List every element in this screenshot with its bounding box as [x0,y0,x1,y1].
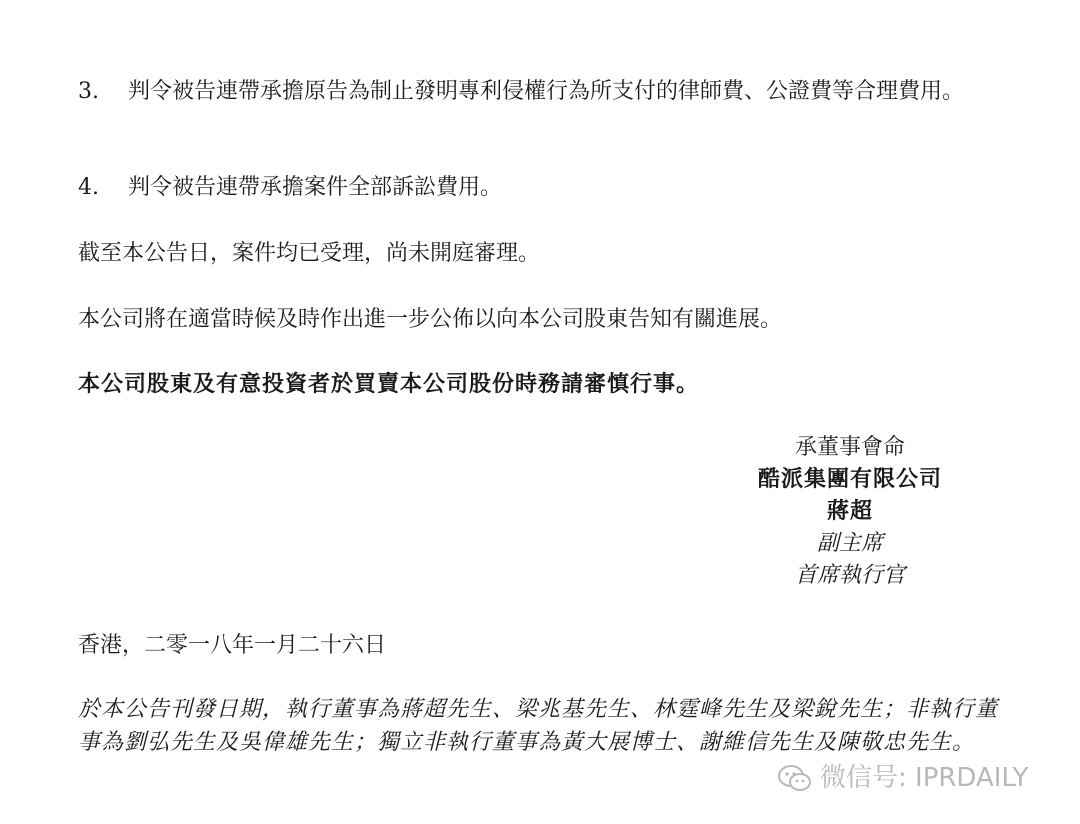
watermark-text: 微信号: IPRDAILY [820,763,1029,793]
item-text: 判令被告連帶承擔案件全部訴訟費用。 [128,175,503,200]
watermark [778,760,1028,798]
item-text: 判令被告連帶承擔原告為制止發明專利侵權行為所支付的律師費、公證費等合理費用。 [128,79,965,104]
item-number: 4. [78,175,99,200]
item-number: 3. [78,79,99,104]
update-paragraph: 本公司將在適當時候及時作出進一步公佈以向本公司股東告知有關進展。 [78,307,783,332]
list-item-3 [78,76,1008,108]
signature-block [700,432,1000,591]
signatory-name: 蔣超 [826,498,873,524]
directors-footer: 於本公告刊發日期，執行董事為蔣超先生、梁兆基先生、林霆峰先生及梁銳先生；非執行董事為劉弘先生及吳偉雄先生；獨立非執行董事為黃大展博士、謝維信先生及陳敬忠先生。 [78,697,999,755]
status-paragraph: 截至本公告日，案件均已受理，尚未開庭審理。 [78,241,541,266]
signatory-title: 副主席 [816,530,883,556]
signature-line: 承董事會命 [794,435,905,460]
list-item-4 [78,172,1008,204]
caution-paragraph: 本公司股東及有意投資者於買賣本公司股份時務請審慎行事。 [78,372,700,397]
company-name: 酷派集團有限公司 [757,466,942,492]
signatory-title: 首席執行官 [794,562,905,588]
date-line: 香港，二零一八年一月二十六日 [78,633,387,658]
wechat-icon [778,764,812,794]
